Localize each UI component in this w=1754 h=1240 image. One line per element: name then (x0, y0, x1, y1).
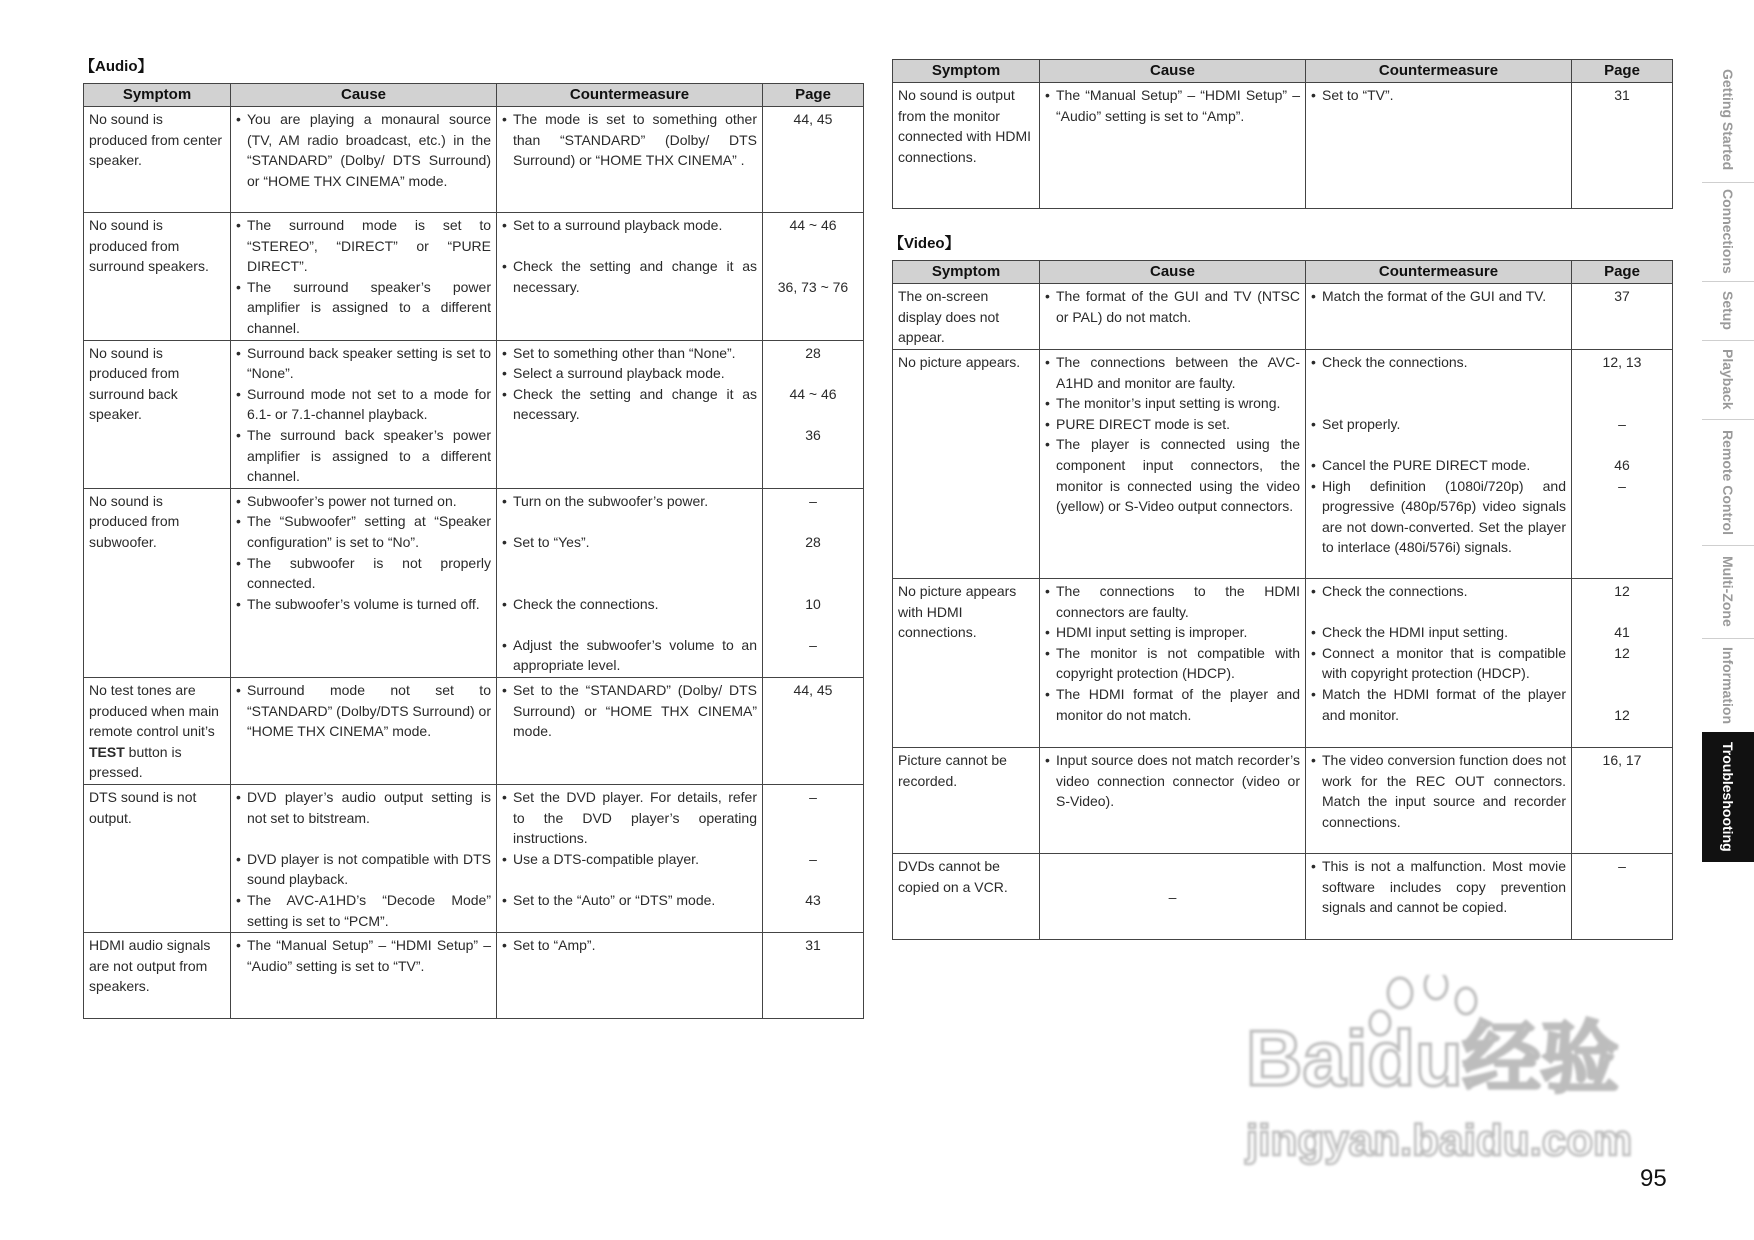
page-ref: 12 (1614, 706, 1630, 723)
cause-text: The surround mode is set to “STEREO”, “DIRECT” or “PURE DIRECT”. (247, 217, 491, 275)
page-ref: 44, 45 (793, 682, 833, 699)
page-cell (1572, 83, 1673, 209)
page-cell (1572, 579, 1673, 748)
baidu-watermark (1240, 975, 1660, 1175)
page-ref: 36, 73 ~ 76 (777, 278, 849, 295)
countermeasure-text: This is not a malfunction. Most movie software includes copy prevention signals and cannot be copied. (1322, 858, 1566, 916)
countermeasure-text: Set the DVD player. For details, refer to the DVD player’s operating instructions. (513, 789, 757, 847)
page-ref: – (809, 789, 817, 806)
page-header: Page (1572, 261, 1673, 284)
cause-text: The subwoofer is not properly connected. (247, 554, 491, 592)
page-ref: – (809, 850, 817, 867)
table-row (84, 933, 864, 1019)
countermeasure-text: Check the setting and change it as necessary. (513, 385, 757, 423)
symptom-text: No test tones are produced when main remote control unit’s (89, 682, 219, 740)
countermeasure-text: Select a surround playback mode. (513, 365, 725, 382)
countermeasure-text: Set to “TV”. (1322, 87, 1394, 103)
side-tab-setup[interactable] (1702, 282, 1754, 341)
countermeasure-text: Match the format of the GUI and TV. (1322, 288, 1547, 304)
countermeasure-cell: • Turn on the subwoofer’s power. • Set to “Yes”. • Check the connections. • Adjust the subwoofer’s volume to an appropriate level. (497, 488, 763, 677)
page-cell (763, 107, 864, 213)
cause-text: The “Subwoofer” setting at “Speaker configuration” is set to “No”. (247, 513, 491, 550)
cause-cell: – (1040, 854, 1306, 940)
symptom-header: Symptom (893, 261, 1040, 284)
side-tab-connections[interactable] (1702, 183, 1754, 282)
side-tab-label: Connections (1720, 189, 1736, 274)
cause-text: The surround speaker’s power amplifier is assigned to a different channel. (247, 278, 491, 336)
page-cell (1572, 854, 1673, 940)
audio-table (83, 83, 864, 1019)
symptom-cell: The on-screen display does not appear. (893, 284, 1040, 350)
page-cell (763, 933, 864, 1019)
countermeasure-cell: • The mode is set to something other than “STANDARD” (Dolby/ DTS Surround) or “HOME THX CINEMA” . (497, 107, 763, 213)
page-cell (1572, 284, 1673, 350)
table-row (84, 488, 864, 677)
page-cell (1572, 350, 1673, 579)
symptom-cell: No picture appears. (893, 350, 1040, 579)
cause-text: The “Manual Setup” – “HDMI Setup” – “Audio” setting is set to “Amp”. (1056, 87, 1300, 124)
page-cell (763, 678, 864, 785)
audio-section-title: 【Audio】 (80, 58, 153, 75)
cause-header: Cause (231, 84, 497, 107)
symptom-cell: DTS sound is not output. (84, 785, 231, 933)
cause-text: PURE DIRECT mode is set. (1056, 415, 1231, 432)
countermeasure-text: Cancel the PURE DIRECT mode. (1322, 456, 1531, 473)
page-ref: 28 (805, 533, 821, 550)
countermeasure-cell: • The video conversion function does not work for the REC OUT connectors. Match the input source and recorder connections. (1306, 748, 1572, 854)
countermeasure-header: Countermeasure (1306, 60, 1572, 83)
side-tab-label: Playback (1720, 349, 1736, 410)
symptom-cell: No sound is output from the monitor connected with HDMI connections. (893, 83, 1040, 209)
countermeasure-cell: • Set to “Amp”. (497, 933, 763, 1019)
side-tab-getting-started[interactable] (1702, 58, 1754, 183)
page-ref: 46 (1614, 456, 1630, 473)
side-tab-multi-zone[interactable] (1702, 546, 1754, 639)
countermeasure-text: Set to something other than “None”. (513, 344, 736, 361)
countermeasure-text: Set properly. (1322, 415, 1401, 432)
symptom-cell: DVDs cannot be copied on a VCR. (893, 854, 1040, 940)
countermeasure-cell: • Set to a surround playback mode. • Check the setting and change it as necessary. (497, 213, 763, 341)
video-section-title: 【Video】 (889, 235, 960, 252)
cause-cell: • The “Manual Setup” – “HDMI Setup” – “Audio” setting is set to “Amp”. (1040, 83, 1306, 209)
video-table-header (893, 261, 1673, 284)
page-ref: 44 ~ 46 (789, 385, 837, 402)
cause-header: Cause (1040, 261, 1306, 284)
countermeasure-header: Countermeasure (1306, 261, 1572, 284)
cause-text: The player is connected using the component input connectors, the monitor is connected using the video (yellow) or S-Video output connectors. (1056, 436, 1300, 515)
page-number: 95 (1640, 1165, 1667, 1192)
table-row (893, 284, 1673, 350)
page-ref: 31 (805, 937, 821, 954)
countermeasure-cell: • This is not a malfunction. Most movie software includes copy prevention signals and cannot be copied. (1306, 854, 1572, 940)
page-ref: 12, 13 (1602, 354, 1642, 370)
side-tab-remote-control[interactable] (1702, 420, 1754, 546)
symptom-cell: No sound is produced from center speaker. (84, 107, 231, 213)
page-ref: 44 ~ 46 (789, 217, 837, 233)
cause-cell: • DVD player’s audio output setting is not set to bitstream. • DVD player is not compatible with DTS sound playback. • The AVC-A1HD’s “Decode Mode” setting is set to “PCM”. (231, 785, 497, 933)
page-cell (763, 213, 864, 341)
cause-cell: • Surround mode not set to “STANDARD” (Dolby/DTS Surround) or “HOME THX CINEMA” mode. (231, 678, 497, 785)
watermark-logo-text: Baidu经验 (1246, 1014, 1619, 1102)
cause-header: Cause (1040, 60, 1306, 83)
cause-cell: • You are playing a monaural source (TV, AM radio broadcast, etc.) in the “STANDARD” (Dolby/ DTS Surround) or “HOME THX CINEMA” mode. (231, 107, 497, 213)
page-ref: 10 (805, 595, 821, 612)
side-tab-label: Getting Started (1720, 68, 1736, 171)
countermeasure-text: Match the HDMI format of the player and monitor. (1322, 685, 1566, 723)
cause-text: DVD player is not compatible with DTS sound playback. (247, 850, 491, 888)
page-ref: 37 (1614, 288, 1630, 304)
symptom-cell: Picture cannot be recorded. (893, 748, 1040, 854)
cause-text: Surround back speaker setting is set to “None”. (247, 344, 491, 382)
countermeasure-text: Check the connections. (513, 595, 659, 612)
countermeasure-text: Use a DTS-compatible player. (513, 850, 699, 867)
countermeasure-header: Countermeasure (497, 84, 763, 107)
cause-text: Input source does not match recorder’s video connection connector (video or S-Video). (1056, 752, 1300, 810)
countermeasure-text: High definition (1080i/720p) and progressive (480p/576p) video signals are not down-converted. Set the player to interlace (480i/576i) signals. (1322, 477, 1566, 556)
countermeasure-cell: • Match the format of the GUI and TV. (1306, 284, 1572, 350)
page-ref: 12 (1614, 583, 1630, 599)
page-ref: 31 (1614, 87, 1630, 103)
cause-text: HDMI input setting is improper. (1056, 624, 1248, 641)
page-ref: – (1618, 477, 1626, 494)
side-tab-troubleshooting[interactable] (1702, 732, 1754, 864)
table-row (893, 350, 1673, 579)
symptom-cell: No sound is produced from surround back speaker. (84, 340, 231, 488)
cause-text: The connections to the HDMI connectors are faulty. (1056, 583, 1300, 620)
countermeasure-cell: • Set to something other than “None”. • Select a surround playback mode. • Check the setting and change it as necessary. (497, 340, 763, 488)
page-ref: – (809, 492, 817, 509)
countermeasure-text: The mode is set to something other than “STANDARD” (Dolby/ DTS Surround) or “HOME THX CINEMA” . (513, 111, 757, 169)
watermark-url-text: jingyan.baidu.com (1246, 1116, 1633, 1165)
cause-cell: • The format of the GUI and TV (NTSC or PAL) do not match. (1040, 284, 1306, 350)
symptom-header: Symptom (893, 60, 1040, 83)
side-tab-label: Setup (1720, 291, 1736, 330)
cause-text: The surround back speaker’s power amplifier is assigned to a different channel. (247, 426, 491, 485)
countermeasure-text: Set to “Amp”. (513, 937, 596, 954)
page-ref: – (1618, 415, 1626, 432)
countermeasure-text: Adjust the subwoofer’s volume to an appropriate level. (513, 636, 757, 674)
countermeasure-text: Set to a surround playback mode. (513, 217, 723, 233)
side-tab-label: Information (1720, 646, 1736, 724)
page-ref: – (1618, 858, 1626, 874)
cause-text: Surround mode not set to “STANDARD” (Dolby/DTS Surround) or “HOME THX CINEMA” mode. (247, 682, 492, 740)
cause-cell: • The surround mode is set to “STEREO”, “DIRECT” or “PURE DIRECT”. • The surround speaker’s power amplifier is assigned to a different channel. (231, 213, 497, 341)
page-ref: 12 (1614, 644, 1630, 661)
countermeasure-cell: • Set to “TV”. (1306, 83, 1572, 209)
table-row (84, 785, 864, 933)
page-cell (763, 340, 864, 488)
page-cell (1572, 748, 1673, 854)
countermeasure-text: Connect a monitor that is compatible with copyright protection (HDCP). (1322, 644, 1566, 682)
page-ref: 36 (805, 426, 821, 443)
cause-text: The connections between the AVC-A1HD and monitor are faulty. (1056, 354, 1300, 391)
cause-text: The monitor is not compatible with copyright protection (HDCP). (1056, 644, 1300, 682)
cause-cell: • The connections to the HDMI connectors are faulty. • HDMI input setting is improper. • The monitor is not compatible with copyright protection (HDCP). • The HDMI format of the player and monitor do not match. (1040, 579, 1306, 748)
page-header: Page (763, 84, 864, 107)
page-ref: 16, 17 (1602, 752, 1642, 768)
countermeasure-cell: • Check the connections. • Check the HDMI input setting. • Connect a monitor that is compatible with copyright protection (HDCP). • Match the HDMI format of the player and monitor. (1306, 579, 1572, 748)
side-tab-information[interactable] (1702, 639, 1754, 733)
countermeasure-text: Set to “Yes”. (513, 533, 590, 550)
side-tab-label: Multi-Zone (1720, 556, 1736, 627)
countermeasure-text: Set to the “STANDARD” (Dolby/ DTS Surround) or “HOME THX CINEMA” mode. (513, 682, 757, 740)
countermeasure-cell: • Set to the “STANDARD” (Dolby/ DTS Surround) or “HOME THX CINEMA” mode. (497, 678, 763, 785)
cause-text: The HDMI format of the player and monitor do not match. (1056, 685, 1300, 723)
page-cell (763, 785, 864, 933)
symptom-cell: HDMI audio signals are not output from speakers. (84, 933, 231, 1019)
countermeasure-text: Check the connections. (1322, 583, 1468, 599)
symptom-cell (84, 678, 231, 785)
symptom-cell: No sound is produced from surround speakers. (84, 213, 231, 341)
audio-table-header (84, 84, 864, 107)
page-ref: 41 (1614, 624, 1630, 641)
cause-text: You are playing a monaural source (TV, AM radio broadcast, etc.) in the “STANDARD” (Dolby/ DTS Surround) or “HOME THX CINEMA” mode. (247, 111, 491, 189)
symptom-cell: No picture appears with HDMI connections. (893, 579, 1040, 748)
countermeasure-text: Check the setting and change it as necessary. (513, 258, 757, 295)
symptom-cell: No sound is produced from subwoofer. (84, 488, 231, 677)
cause-cell: • Surround back speaker setting is set to “None”. • Surround mode not set to a mode for 6.1- or 7.1-channel playback. • The surround back speaker’s power amplifier is assigned to a different channel. (231, 340, 497, 488)
page-ref: 43 (805, 892, 821, 908)
table-row (84, 678, 864, 785)
countermeasure-text: Turn on the subwoofer’s power. (513, 492, 709, 509)
page-ref: 44, 45 (793, 111, 833, 127)
table-row (84, 340, 864, 488)
video-table (892, 260, 1673, 940)
cause-text: The “Manual Setup” – “HDMI Setup” – “Audio” setting is set to “TV”. (247, 937, 491, 974)
cause-cell: • Input source does not match recorder’s video connection connector (video or S-Video). (1040, 748, 1306, 854)
side-tab-playback[interactable] (1702, 341, 1754, 420)
test-button-label: TEST (89, 743, 125, 760)
side-tab-label: Remote Control (1720, 429, 1736, 535)
countermeasure-text: Set to the “Auto” or “DTS” mode. (513, 892, 716, 908)
audio-continued-table-header (893, 60, 1673, 83)
table-row (893, 748, 1673, 854)
countermeasure-cell: • Set the DVD player. For details, refer to the DVD player’s operating instructions. • Use a DTS-compatible player. • Set to the “Auto” or “DTS” mode. (497, 785, 763, 933)
countermeasure-text: Check the connections. (1322, 354, 1468, 370)
cause-text: The format of the GUI and TV (NTSC or PAL) do not match. (1056, 288, 1300, 325)
cause-text: Subwoofer’s power not turned on. (247, 492, 457, 509)
table-row (84, 213, 864, 341)
countermeasure-text: Check the HDMI input setting. (1322, 624, 1508, 641)
cause-cell: • The “Manual Setup” – “HDMI Setup” – “Audio” setting is set to “TV”. (231, 933, 497, 1019)
page-ref: 28 (805, 344, 821, 361)
cause-cell: • The connections between the AVC-A1HD and monitor are faulty. • The monitor’s input setting is wrong. • PURE DIRECT mode is set. • The player is connected using the component input connectors, the monitor is connected using the video (yellow) or S-Video output connectors. (1040, 350, 1306, 579)
countermeasure-text: The video conversion function does not work for the REC OUT connectors. Match the input source and recorder connections. (1322, 752, 1566, 830)
page-header: Page (1572, 60, 1673, 83)
page-ref: – (809, 636, 817, 653)
page-cell (763, 488, 864, 677)
cause-text: Surround mode not set to a mode for 6.1- or 7.1-channel playback. (247, 385, 491, 423)
table-row (893, 83, 1673, 209)
audio-continued-table (892, 59, 1673, 209)
symptom-header: Symptom (84, 84, 231, 107)
cause-text: DVD player’s audio output setting is not set to bitstream. (247, 789, 491, 826)
cause-text: The subwoofer’s volume is turned off. (247, 595, 480, 612)
countermeasure-cell: • Check the connections. • Set properly. • Cancel the PURE DIRECT mode. • High definition (1080i/720p) and progressive (480p/576p) video signals are not down-converted. Set the player to interlace (480i/576i) signals. (1306, 350, 1572, 579)
cause-text: The monitor’s input setting is wrong. (1056, 395, 1281, 412)
side-tab-label: Troubleshooting (1720, 742, 1736, 852)
symptom-text: button is pressed. (89, 743, 182, 781)
table-row (893, 854, 1673, 940)
table-row (893, 579, 1673, 748)
cause-cell: • Subwoofer’s power not turned on. • The “Subwoofer” setting at “Speaker configuration” is set to “No”. • The subwoofer is not properly connected. • The subwoofer’s volume is turned off. (231, 488, 497, 677)
cause-text: The AVC-A1HD’s “Decode Mode” setting is set to “PCM”. (247, 892, 491, 929)
table-row (84, 107, 864, 213)
